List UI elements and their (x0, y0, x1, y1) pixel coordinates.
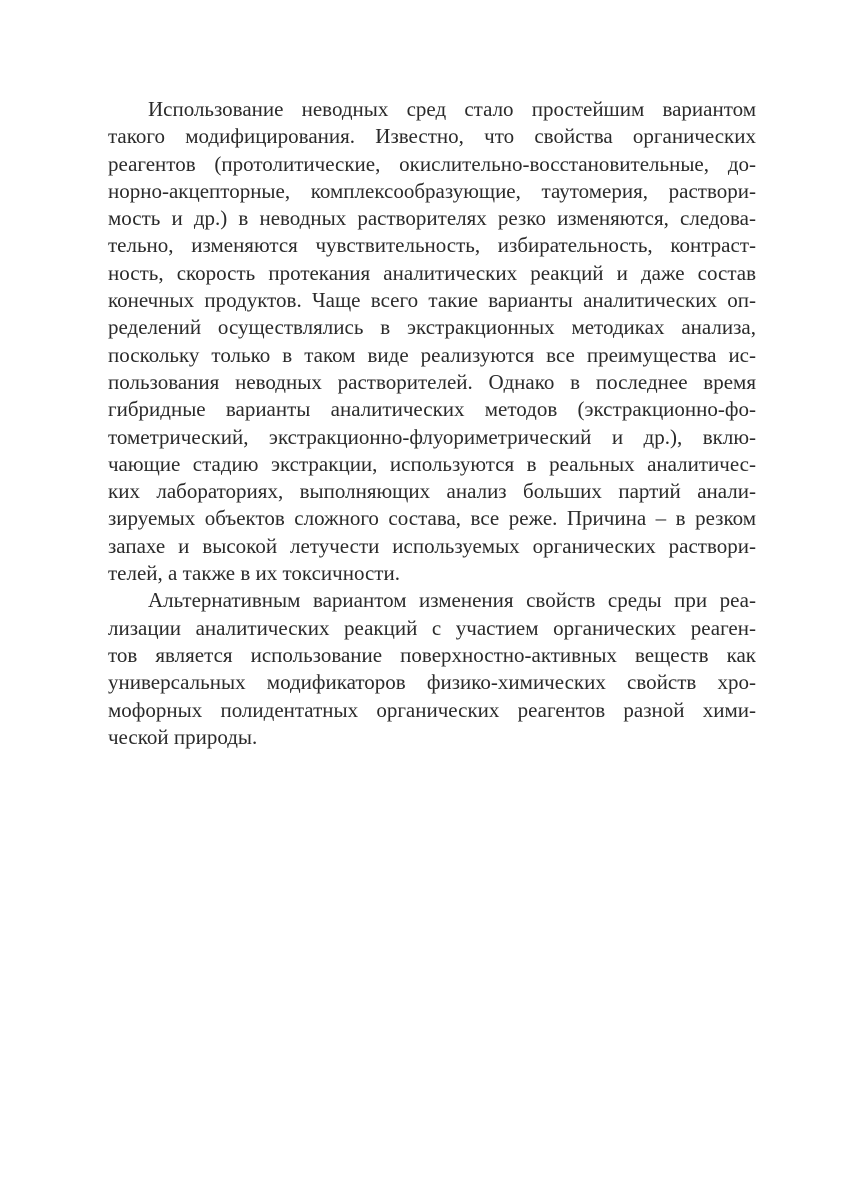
text-line: ность, скорость протекания аналитических реакций и даже состав (108, 260, 756, 285)
text-line: чающие стадию экстракции, используются в реальных аналитичес- (108, 451, 756, 476)
text-line: ких лабораториях, выполняющих анализ больших партий анали- (108, 479, 756, 504)
text-line: запахе и высокой летучести используемых органических раствори- (108, 533, 756, 558)
text-line: Альтернативным вариантом изменения свойств среды при реа- (148, 588, 756, 613)
text-line: тельно, изменяются чувствительность, избирательность, контраст- (108, 233, 756, 258)
text-line: конечных продуктов. Чаще всего такие варианты аналитических оп- (108, 288, 756, 313)
text-line: ределений осуществлялись в экстракционных методиках анализа, (108, 315, 756, 340)
text-line: ческой природы. (108, 724, 258, 749)
text-line: телей, а также в их токсичности. (108, 561, 400, 586)
text-line: такого модифицирования. Известно, что свойства органических (108, 124, 756, 149)
text-line: зируемых объектов сложного состава, все реже. Причина – в резком (108, 506, 756, 531)
text-line: гибридные варианты аналитических методов (экстракционно-фо- (108, 397, 756, 422)
text-line: Использование неводных сред стало простейшим вариантом (148, 97, 756, 121)
text-line: универсальных модификаторов физико-химических свойств хро- (108, 670, 756, 695)
text-line: тометрический, экстракционно-флуориметрический и др.), вклю- (108, 424, 756, 449)
paragraph-2 (108, 587, 756, 751)
text-line: тов является использование поверхностно-активных веществ как (108, 642, 756, 667)
text-line: мофорных полидентатных органических реагентов разной хими- (108, 697, 756, 722)
text-line: норно-акцепторные, комплексообразующие, таутомерия, раствори- (108, 178, 756, 203)
text-line: поскольку только в таком виде реализуются все преимущества ис- (108, 342, 756, 367)
text-line: мость и др.) в неводных растворителях резко изменяются, следова- (108, 206, 756, 231)
paragraph-1 (108, 96, 756, 587)
text-line: реагентов (протолитические, окислительно-восстановительные, до- (108, 151, 756, 176)
text-line: пользования неводных растворителей. Однако в последнее время (108, 369, 756, 394)
body-text (108, 96, 756, 751)
text-line: лизации аналитических реакций с участием органических реаген- (108, 615, 756, 640)
